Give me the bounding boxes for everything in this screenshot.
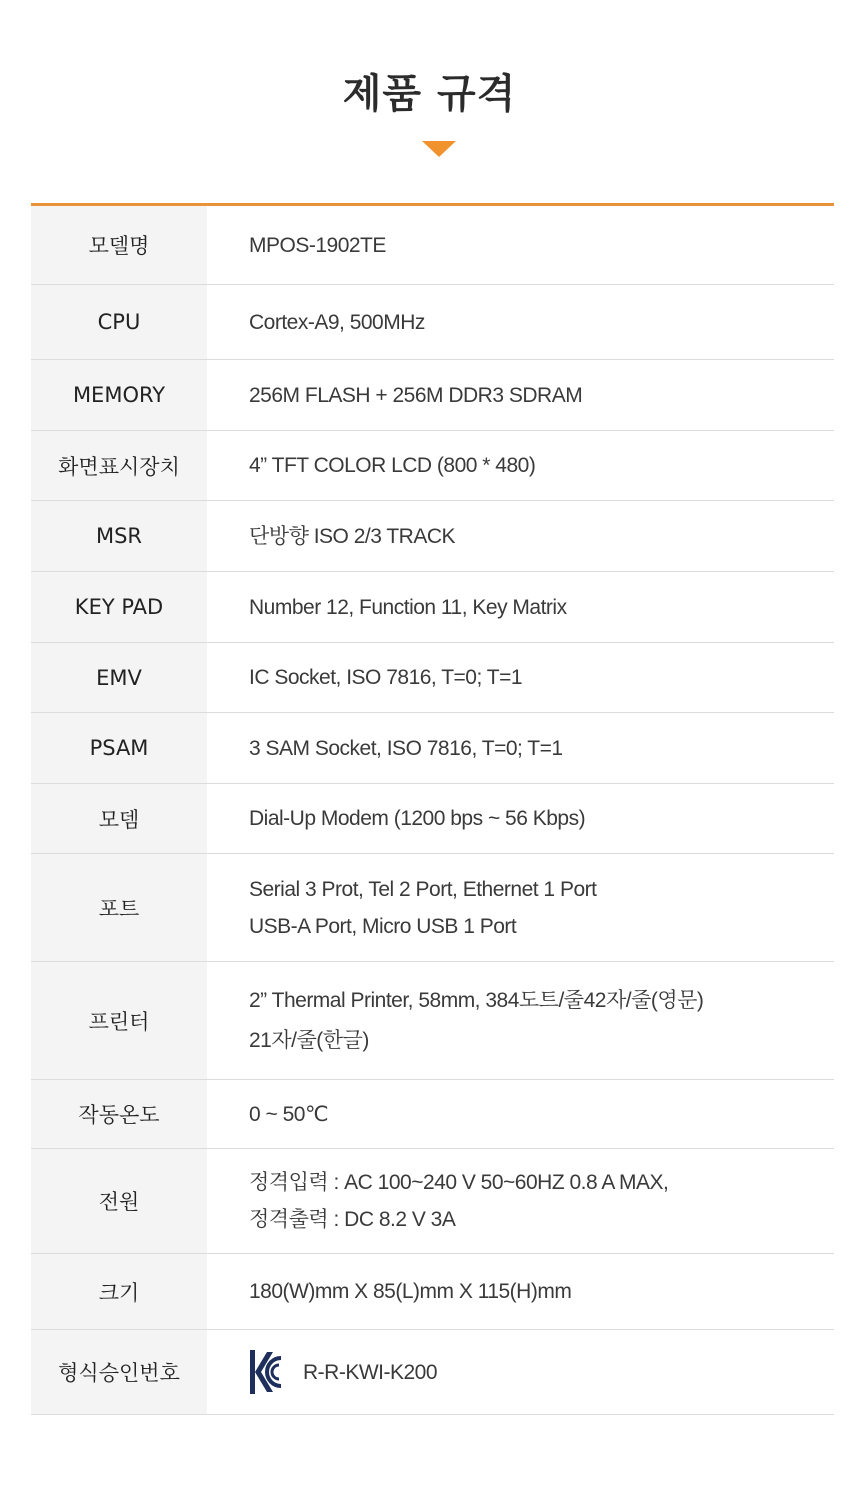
spec-label: 형식승인번호 [31,1330,207,1414]
spec-value-line2: 정격출력 : DC 8.2 V 3A [249,1208,456,1231]
spec-value: Dial-Up Modem (1200 bps ~ 56 Kbps) [249,807,586,830]
spec-label: MEMORY [31,360,207,430]
spec-value-line2: USB-A Port, Micro USB 1 Port [249,914,517,938]
spec-label: 프린터 [31,962,207,1079]
spec-value: Cortex-A9, 500MHz [249,310,425,334]
spec-value: Serial 3 Prot, Tel 2 Port, Ethernet 1 Port [249,877,597,901]
spec-row-printer [31,962,834,1080]
spec-row-certification [31,1330,834,1415]
spec-row-display [31,431,834,501]
spec-value: 3 SAM Socket, ISO 7816, T=0; T=1 [249,736,563,760]
spec-value: Number 12, Function 11, Key Matrix [249,595,567,619]
spec-label: 포트 [31,854,207,961]
spec-value: IC Socket, ISO 7816, T=0; T=1 [249,666,523,689]
spec-row-size [31,1254,834,1330]
spec-row-cpu [31,285,834,360]
spec-value: 단방향 ISO 2/3 TRACK [249,524,456,548]
spec-value: 0 ~ 50℃ [249,1102,329,1126]
spec-label: 전원 [31,1149,207,1253]
spec-row-msr [31,501,834,572]
spec-value: 180(W)mm X 85(L)mm X 115(H)mm [249,1280,572,1303]
spec-row-temperature [31,1080,834,1149]
spec-label: PSAM [31,713,207,783]
page-title: 제품 규격 [342,71,517,117]
spec-row-keypad [31,572,834,643]
spec-label: CPU [31,285,207,359]
spec-label: 모뎀 [31,784,207,853]
spec-label: EMV [31,643,207,712]
spec-label: 작동온도 [31,1080,207,1148]
spec-row-psam [31,713,834,784]
spec-row-ports [31,854,834,962]
spec-row-model [31,206,834,285]
spec-row-emv [31,643,834,713]
kc-certification-mark-icon [249,1348,283,1396]
spec-value-line2: 21자/줄(한글) [249,1028,369,1052]
spec-table [31,203,834,1415]
spec-label: KEY PAD [31,572,207,642]
spec-row-modem [31,784,834,854]
spec-value: 256M FLASH + 256M DDR3 SDRAM [249,383,583,407]
spec-value: 2” Thermal Printer, 58mm, 384도트/줄42자/줄(영문) [249,988,704,1012]
down-arrow-icon [422,141,456,157]
spec-value: 정격입력 : AC 100~240 V 50~60HZ 0.8 A MAX, [249,1171,669,1194]
spec-label: 모델명 [31,206,207,284]
spec-label: 화면표시장치 [31,431,207,500]
spec-value: MPOS-1902TE [249,233,386,257]
spec-label: MSR [31,501,207,571]
spec-row-memory [31,360,834,431]
spec-row-power [31,1149,834,1254]
spec-label: 크기 [31,1254,207,1329]
spec-value: 4” TFT COLOR LCD (800 * 480) [249,454,536,477]
spec-value: R-R-KWI-K200 [303,1360,438,1384]
